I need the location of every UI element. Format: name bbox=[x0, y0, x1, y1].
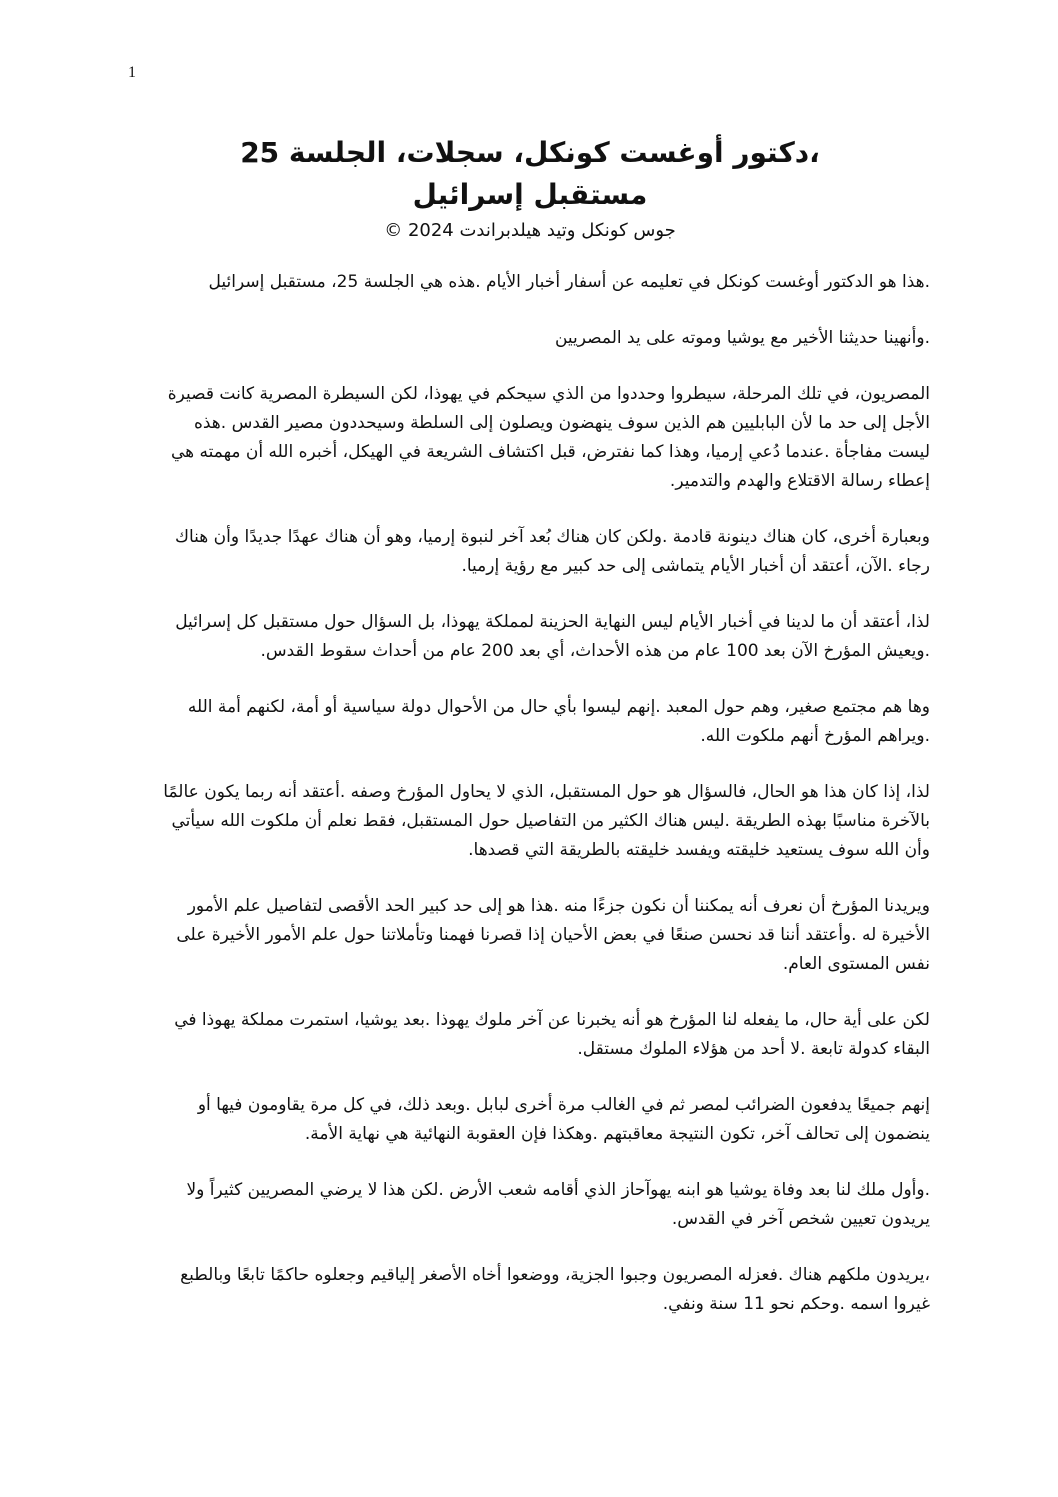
paragraph: لذا، إذا كان هذا هو الحال، فالسؤال هو حول المستقبل، الذي لا يحاول المؤرخ وصفه .أعتقد أنه ربما يكون عالمًا بالآخرة مناسبًا بهذه الطريقة .ليس هناك الكثير من التفاصيل حول المستقبل، فقط نعلم أن ملكوت الله سيأتي وأن الله سوف يستعيد خليقته ويفسد خليقته بالطريقة التي قصدها. bbox=[163, 782, 930, 860]
paragraph: ،يريدون ملكهم هناك .فعزله المصريون وجبوا الجزية، ووضعوا أخاه الأصغر إلياقيم وجعلوه حاكمًا تابعًا وبالطبع غيروا اسمه .وحكم نحو 11 سنة ونفي. bbox=[180, 1265, 930, 1314]
document-title: ،دكتور أوغست كونكل، سجلات، الجلسة 25 bbox=[240, 136, 820, 169]
paragraph: وها هم مجتمع صغير، وهم حول المعبد .إنهم ليسوا بأي حال من الأحوال دولة سياسية أو أمة، لكنهم أمة الله .ويراهم المؤرخ أنهم ملكوت الله. bbox=[187, 697, 930, 746]
copyright-line: جوس كونكل وتيد هيلدبراندت 2024 © bbox=[384, 220, 676, 241]
page-number: 1 bbox=[128, 64, 136, 81]
paragraph: ويريدنا المؤرخ أن نعرف أنه يمكننا أن نكون جزءًا منه .هذا هو إلى حد كبير الحد الأقصى لتفاصيل علم الأمور الأخيرة له .وأعتقد أننا قد نحسن صنعًا في بعض الأحيان إذا قصرنا فهمنا وتأملاتنا حول علم الأمور الأخيرة على نفس المستوى العام. bbox=[176, 896, 930, 974]
paragraph: لذا، أعتقد أن ما لدينا في أخبار الأيام ليس النهاية الحزينة لمملكة يهوذا، بل السؤال حول مستقبل كل إسرائيل .ويعيش المؤرخ الآن بعد 100 عام من هذه الأحداث، أي بعد 200 عام من أحداث سقوط القدس. bbox=[175, 612, 930, 661]
title-block bbox=[130, 132, 930, 246]
paragraph: .هذا هو الدكتور أوغست كونكل في تعليمه عن أسفار أخبار الأيام .هذه هي الجلسة 25، مستقبل إسرائيل bbox=[208, 272, 930, 292]
paragraph: .وأنهينا حديثنا الأخير مع يوشيا وموته على يد المصريين bbox=[554, 328, 930, 348]
paragraph: إنهم جميعًا يدفعون الضرائب لمصر ثم في الغالب مرة أخرى لبابل .وبعد ذلك، في كل مرة يقاومون فيها أو ينضمون إلى تحالف آخر، تكون النتيجة معاقبتهم .وهكذا فإن العقوبة النهائية هي نهاية الأمة. bbox=[197, 1095, 930, 1144]
document-subtitle: مستقبل إسرائيل bbox=[412, 178, 648, 211]
paragraph: .وأول ملك لنا بعد وفاة يوشيا هو ابنه يهوآحاز الذي أقامه شعب الأرض .لكن هذا لا يرضي المصريين كثيراً ولا يريدون تعيين شخص آخر في القدس. bbox=[186, 1180, 930, 1229]
paragraph: المصريون، في تلك المرحلة، سيطروا وحددوا من الذي سيحكم في يهوذا، لكن السيطرة المصرية كانت قصيرة الأجل إلى حد ما لأن البابليين هم الذين سوف ينهضون ويصلون إلى السلطة وسيحددون مصير القدس .هذه ليست مفاجأة .عندما دُعي إرميا، وهذا كما نفترض، قبل اكتشاف الشريعة في الهيكل، أخبره الله أن مهمته هي إعطاء رسالة الاقتلاع والهدم والتدمير. bbox=[167, 384, 930, 491]
paragraph: لكن على أية حال، ما يفعله لنا المؤرخ هو أنه يخبرنا عن آخر ملوك يهوذا .بعد يوشيا، استمرت مملكة يهوذا في البقاء كدولة تابعة .لا أحد من هؤلاء الملوك مستقل. bbox=[174, 1010, 930, 1059]
body-text bbox=[160, 268, 930, 1346]
paragraph: وبعبارة أخرى، كان هناك دينونة قادمة .ولكن كان هناك بُعد آخر لنبوة إرميا، وهو أن هناك عهدًا جديدًا وأن هناك رجاء .الآن، أعتقد أن أخبار الأيام يتماشى إلى حد كبير مع رؤية إرميا. bbox=[174, 527, 930, 576]
